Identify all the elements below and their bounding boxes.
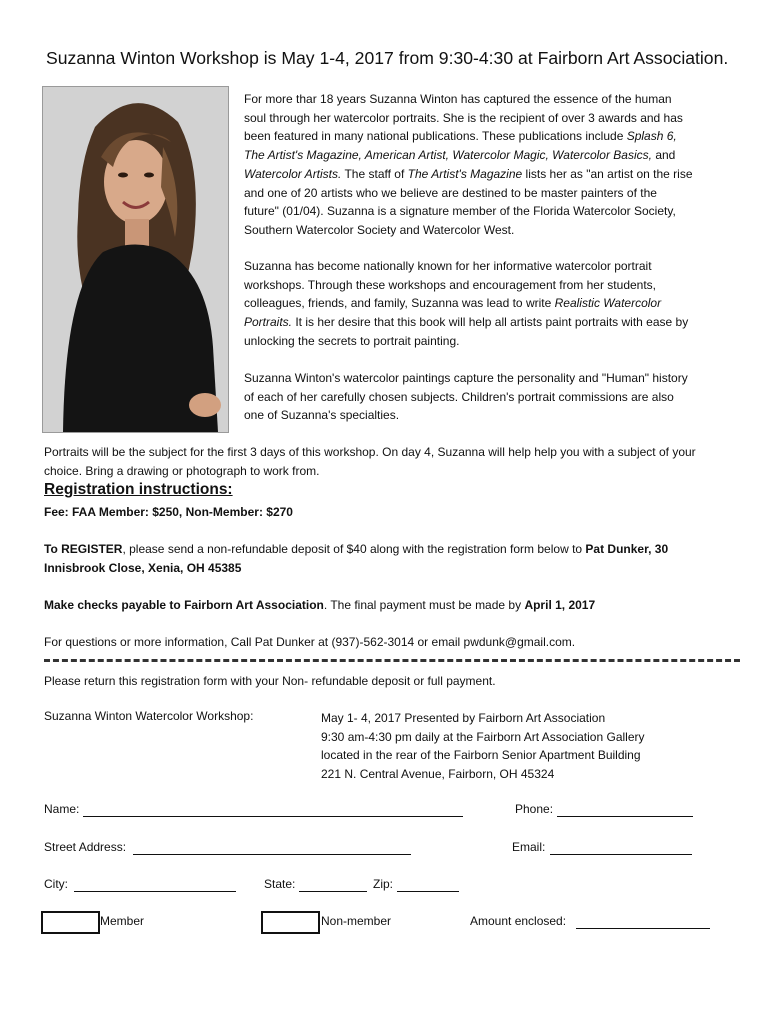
city-label: City: (44, 877, 68, 891)
workshop-detail-line: located in the rear of the Fairborn Senior Apartment Building (321, 748, 641, 763)
workshop-detail-line: 9:30 am-4:30 pm daily at the Fairborn Art Association Gallery (321, 729, 645, 744)
page-title: Suzanna Winton Workshop is May 1-4, 2017 from 9:30-4:30 at Fairborn Art Association. (46, 48, 729, 68)
email-field[interactable] (550, 842, 692, 855)
bio-paragraph-2: Suzanna has become nationally known for her informative watercolor portrait workshops. Through these workshops and encouragement from her students, colleagues, friends, and family, Suzanna was lead to write Realistic Watercolor Portraits. It is her desire that this book will help all artists paint portraits with ease by unlocking the secrets to portrait painting. (244, 259, 689, 348)
member-checkbox[interactable] (41, 911, 100, 934)
phone-field[interactable] (557, 804, 693, 817)
cut-line (44, 659, 740, 662)
workshop-detail-line: May 1- 4, 2017 Presented by Fairborn Art Association (321, 711, 606, 725)
street-field[interactable] (133, 842, 411, 855)
workshop-details (321, 709, 741, 784)
register-instructions: To REGISTER, please send a non-refundable deposit of $40 along with the registration form below to Pat Dunker, 30 Innisbrook Close, Xenia, OH 45385 (44, 542, 669, 575)
workshop-label: Suzanna Winton Watercolor Workshop: (44, 709, 254, 723)
return-note: Please return this registration form with your Non- refundable deposit or full payment. (44, 674, 496, 688)
zip-label: Zip: (373, 877, 394, 891)
name-field[interactable] (83, 804, 463, 817)
registration-heading: Registration instructions: (44, 481, 233, 498)
nonmember-checkbox[interactable] (261, 911, 320, 934)
checks-payable-text: Make checks payable to Fairborn Art Association. The final payment must be made by April 1, 2017 (44, 598, 596, 612)
member-label: Member (100, 914, 145, 928)
portrait-photo (42, 86, 229, 433)
city-field[interactable] (74, 879, 236, 892)
fee-text: Fee: FAA Member: $250, Non-Member: $270 (44, 505, 293, 519)
state-label: State: (264, 877, 296, 891)
portrait-image (43, 87, 228, 432)
amount-field[interactable] (576, 916, 710, 929)
contact-text: For questions or more information, Call Pat Dunker at (937)-562-3014 or email pwdunk@gmail.com. (44, 635, 576, 649)
state-field[interactable] (299, 879, 367, 892)
workshop-description: Portraits will be the subject for the first 3 days of this workshop. On day 4, Suzanna will help help you with a subject of your choice. Bring a drawing or photograph to work from. (44, 445, 696, 478)
email-label: Email: (512, 840, 546, 854)
zip-field[interactable] (397, 879, 459, 892)
workshop-detail-line: 221 N. Central Avenue, Fairborn, OH 45324 (321, 767, 555, 782)
street-label: Street Address: (44, 840, 127, 854)
amount-label: Amount enclosed: (470, 914, 567, 928)
bio-paragraph-1: For more thar 18 years Suzanna Winton has captured the essence of the human soul through her watercolor portraits. She is the recipient of over 3 awards and has been featured in many national publications. These publications include Splash 6, The Artist's Magazine, American Artist, Watercolor Magic, Watercolor Basics, and Watercolor Artists. The staff of The Artist's Magazine lists her as "an artist on the rise and one of 20 artists who we believe are destined to be master painters of the future" (01/04). Suzanna is a signature member of the Florida Watercolor Society, Southern Watercolor Society and Watercolor West. (244, 92, 693, 237)
phone-label: Phone: (515, 802, 554, 816)
name-label: Name: (44, 802, 80, 816)
nonmember-label: Non-member (321, 914, 392, 928)
bio-paragraph-3: Suzanna Winton's watercolor paintings capture the personality and "Human" history of each of her carefully chosen subjects. Children's portrait commissions are also one of Suzanna's specialties. (244, 371, 688, 423)
